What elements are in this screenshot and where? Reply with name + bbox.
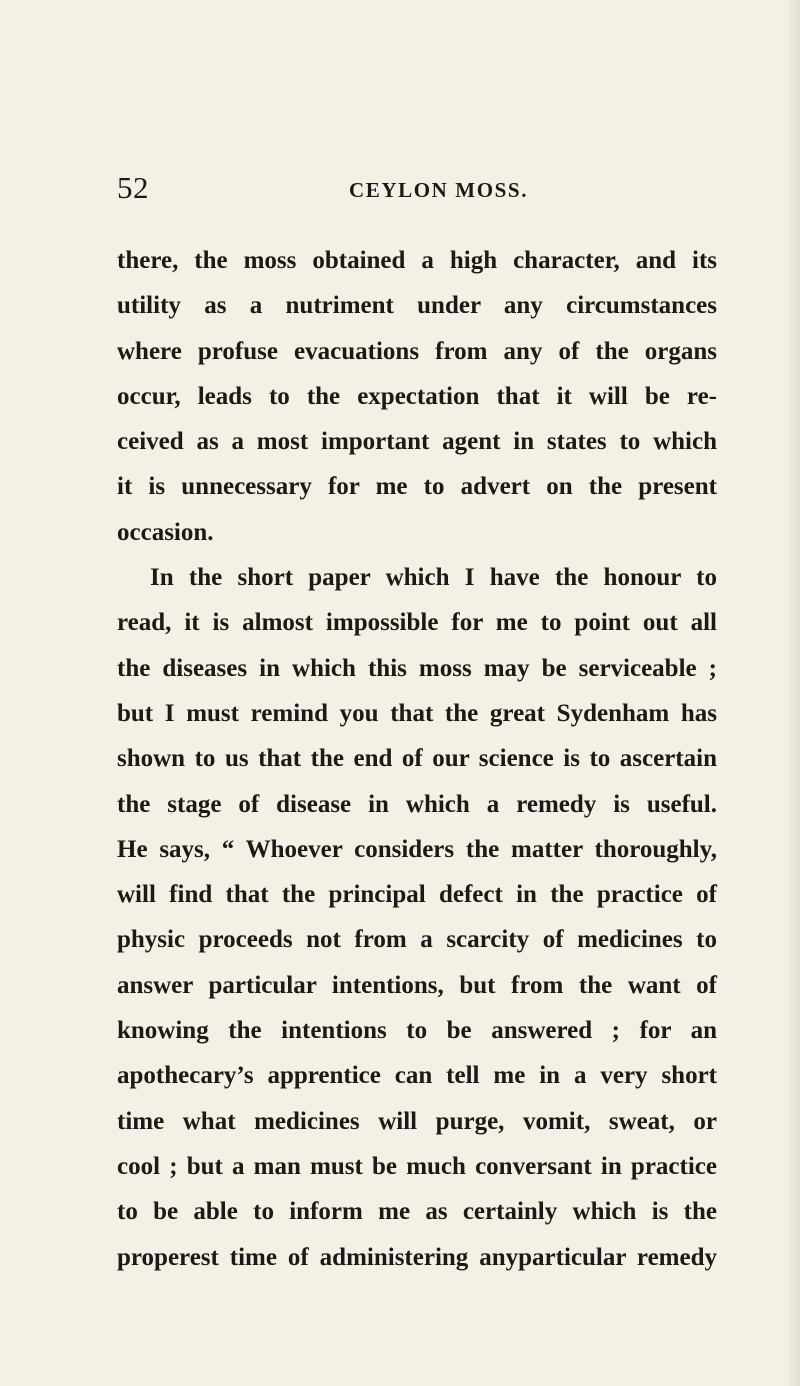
text-line: where profuse evacuations from any of the organs: [117, 337, 717, 365]
text-line: the stage of disease in which a remedy is useful.: [117, 790, 717, 818]
text-line: utility as a nutriment under any circumstances: [117, 292, 717, 320]
page-edge-shadow: [786, 0, 800, 1386]
running-head: CEYLON MOSS.: [349, 178, 529, 202]
text-line: there, the moss obtained a high character, and its: [117, 247, 717, 274]
text-line: cool ; but a man must be much conversant in practice: [117, 1152, 717, 1180]
text-line: occur, leads to the expectation that it will be re-: [117, 382, 717, 410]
text-line: shown to us that the end of our science is to ascertain: [117, 745, 717, 773]
text-line: but I must remind you that the great Sydenham has: [117, 699, 717, 727]
text-line: read, it is almost impossible for me to point out all: [117, 609, 717, 637]
text-line: occasion.: [117, 518, 214, 546]
text-line: physic proceeds not from a scarcity of medicines to: [117, 926, 717, 954]
text-line: the diseases in which this moss may be serviceable ;: [117, 654, 717, 682]
text-line: to be able to inform me as certainly which is the: [117, 1198, 717, 1226]
page-header: [117, 168, 717, 208]
text-line: will find that the principal defect in the practice of: [117, 881, 717, 909]
page-number: 52: [117, 170, 149, 205]
text-line: time what medicines will purge, vomit, sweat, or: [117, 1107, 717, 1135]
text-line: He says, “ Whoever considers the matter thoroughly,: [117, 835, 717, 863]
text-line: apothecary’s apprentice can tell me in a very short: [117, 1062, 717, 1090]
text-line: knowing the intentions to be answered ; for an: [117, 1017, 717, 1045]
text-line: answer particular intentions, but from the want of: [117, 971, 717, 999]
text-line: properest time of administering anyparticular remedy: [117, 1243, 717, 1271]
text-line: In the short paper which I have the honour to: [150, 564, 717, 592]
body-text: [117, 238, 717, 1280]
text-line: ceived as a most important agent in states to which: [117, 428, 717, 456]
text-line: it is unnecessary for me to advert on the present: [117, 473, 717, 501]
